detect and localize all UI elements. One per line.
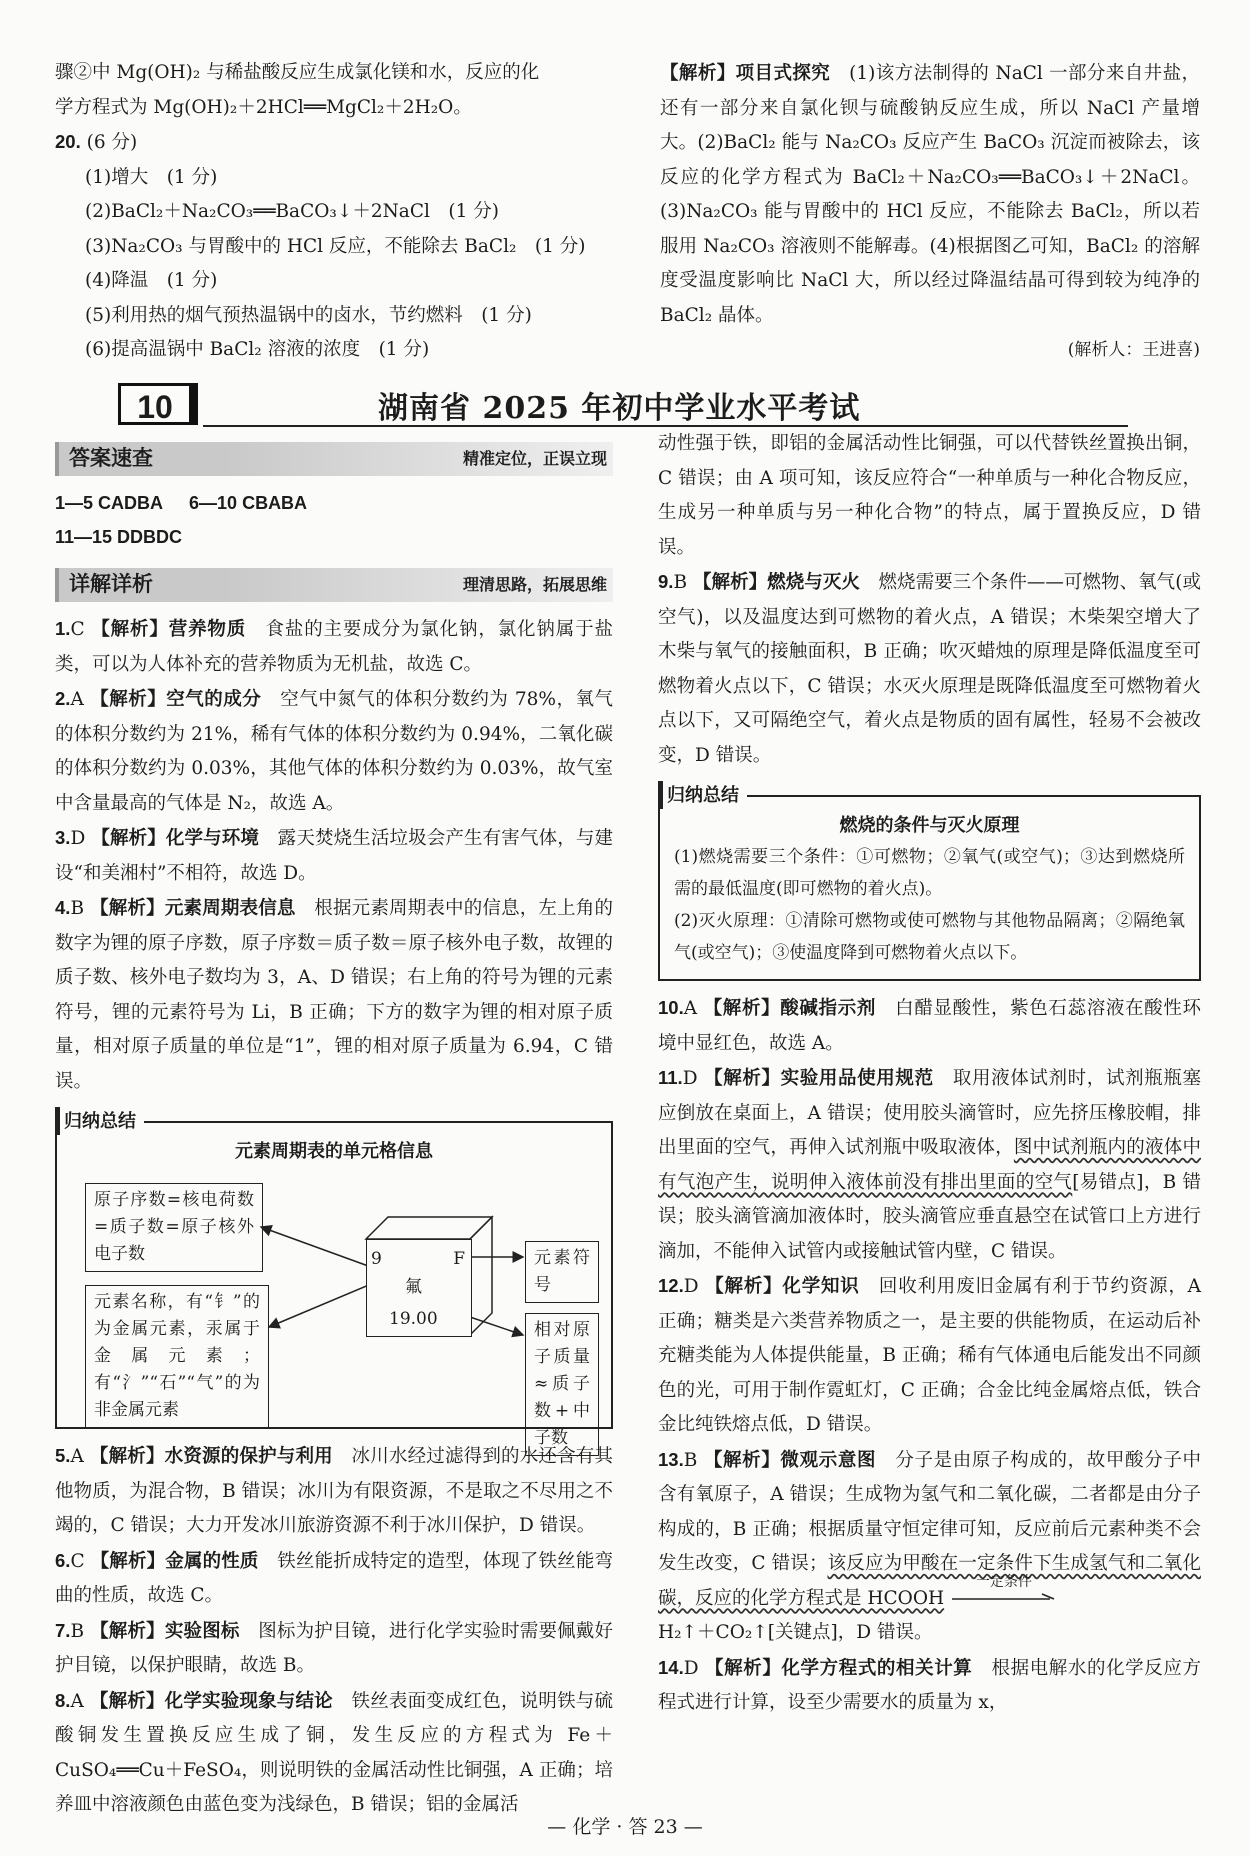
q10-tag: 【解析】酸碱指示剂 bbox=[703, 997, 877, 1018]
answers-11-15: 11—15 DDBDC bbox=[55, 527, 183, 547]
q10-number: 10. bbox=[658, 997, 684, 1018]
exam-title: 湖南省 2025 年初中学业水平考试 bbox=[378, 391, 861, 426]
answer-key bbox=[55, 486, 613, 554]
q2-answer: A bbox=[70, 689, 84, 710]
top-right-column bbox=[660, 56, 1200, 368]
q20-answer-2: (2)BaCl₂＋Na₂CO₃══BaCO₃↓＋2NaCl (1 分) bbox=[85, 201, 499, 222]
exam-number: 10 bbox=[118, 383, 198, 425]
page-footer: — 化学 · 答 23 — bbox=[547, 1816, 703, 1838]
q6-number: 6. bbox=[55, 1549, 71, 1571]
q11-answer: D bbox=[682, 1068, 698, 1089]
cell-symbol: F bbox=[453, 1249, 465, 1269]
q6-answer: C bbox=[70, 1550, 85, 1572]
q5-number: 5. bbox=[55, 1445, 71, 1466]
q3-explanation bbox=[55, 821, 613, 891]
reaction-arrow-icon bbox=[950, 1590, 1058, 1608]
q3-tag: 【解析】化学与环境 bbox=[91, 827, 260, 848]
q20-answer-4: (4)降温 (1 分) bbox=[85, 270, 218, 291]
answer-row-2 bbox=[55, 520, 613, 554]
q7-explanation bbox=[55, 1614, 613, 1684]
q14-text: 根据电解水的化学反应方程式进行计算，设至少需要水的质量为 x， bbox=[658, 1657, 1201, 1713]
element-cell bbox=[366, 1239, 472, 1337]
atomic-number-box: 原子序数=核电荷数=质子数=原子核外电子数 bbox=[85, 1183, 263, 1272]
q10-answer: A bbox=[683, 998, 698, 1019]
q6-explanation bbox=[55, 1544, 613, 1614]
left-column bbox=[55, 438, 613, 1823]
q12-tag: 【解析】化学知识 bbox=[705, 1275, 860, 1296]
q14-tag: 【解析】化学方程式的相关计算 bbox=[705, 1656, 973, 1678]
q9-answer: B bbox=[673, 572, 688, 593]
reaction-condition: 一定条件 bbox=[976, 1573, 1033, 1590]
q13-tag: 【解析】微观示意图 bbox=[703, 1448, 877, 1470]
q10-explanation bbox=[658, 991, 1201, 1061]
q8-tag: 【解析】化学实验现象与结论 bbox=[89, 1689, 333, 1711]
q2-text: 空气中氮气的体积分数约为 78%，氧气的体积分数约为 21%，稀有气体的体积分数约为 0.94%，二氧化碳的体积分数约为 0.03%，其他气体的体积分数约为 0.03%，故气室中含量最高的气体是 N₂，故选 A。 bbox=[55, 689, 613, 814]
q20-answer-5: (5)利用热的烟气预热温锅中的卤水，节约燃料 (1 分) bbox=[85, 304, 532, 326]
answers-1-5: 1—5 CADBA bbox=[55, 493, 164, 513]
cell-atomic-mass: 19.00 bbox=[389, 1309, 438, 1329]
q12-number: 12. bbox=[658, 1275, 684, 1296]
q2-number: 2. bbox=[55, 688, 71, 709]
q2-explanation bbox=[55, 682, 613, 821]
q20-answer-3: (3)Na₂CO₃ 与胃酸中的 HCl 反应，不能除去 BaCl₂ (1 分) bbox=[85, 235, 586, 257]
q8-continuation: 动性强于铁，即铝的金属活动性比铜强，可以代替铁丝置换出铜，C 错误；由 A 项可知，该反应符合“一种单质与一种化合物反应，生成另一种单质与另一种化合物”的特点，属于置换反应，D 错误。 bbox=[658, 433, 1201, 558]
q1-explanation bbox=[55, 612, 613, 682]
top-left-column bbox=[55, 56, 610, 368]
q8-number: 8. bbox=[55, 1689, 71, 1711]
q4-explanation bbox=[55, 891, 613, 1099]
q13-key-sentence: 该反应为甲酸在一定条件下生成氢气和二氧化碳，反应的化学方程式是 HCOOH bbox=[658, 1553, 1201, 1609]
q5-text: 冰川水经过滤得到的水还含有其他物质，为混合物，B 错误；冰川为有限资源，不是取之不尽用之不竭的，C 错误；大力开发冰川旅游资源不利于冰川保护，D 错误。 bbox=[55, 1446, 613, 1536]
element-name-box: 元素名称，有“钅”的为金属元素，汞属于金属元素；有“氵”“石”“气”的为非金属元素 bbox=[85, 1285, 269, 1428]
q14-explanation bbox=[658, 1651, 1201, 1721]
quick-answer-label: 答案速查 bbox=[69, 447, 153, 470]
q6-tag: 【解析】金属的性质 bbox=[90, 1549, 259, 1571]
q4-answer: B bbox=[70, 898, 85, 919]
cell-element-name: 氟 bbox=[405, 1277, 422, 1297]
q1-number: 1. bbox=[55, 618, 71, 639]
q11-text: 取用液体试剂时，试剂瓶瓶塞应倒放在桌面上，A 错误；使用胶头滴管时，应先挤压橡胶帽，排出里面的空气，再伸入试剂瓶中吸取液体， bbox=[658, 1068, 1201, 1158]
q20-number: 20. bbox=[55, 131, 81, 152]
q13-explanation bbox=[658, 1443, 1201, 1651]
q20-header bbox=[55, 125, 610, 161]
q20-score: (6 分) bbox=[86, 132, 138, 153]
q13-products: H₂↑＋CO₂↑ bbox=[658, 1622, 768, 1643]
reaction-condition-arrow bbox=[950, 1573, 1058, 1608]
q11-explanation bbox=[658, 1061, 1201, 1269]
q9-number: 9. bbox=[658, 571, 674, 592]
q1-text: 食盐的主要成分为氯化钠，氯化钠属于盐类，可以为人体补充的营养物质为无机盐，故选 C。 bbox=[55, 619, 613, 675]
q5-tag: 【解析】水资源的保护与利用 bbox=[89, 1445, 333, 1466]
right-column bbox=[658, 427, 1201, 1721]
q1-tag: 【解析】营养物质 bbox=[91, 618, 247, 639]
q11-text-tail: [易错点]，B 错误；胶头滴管滴加液体时，胶头滴管应垂直悬空在试管口上方进行滴加，不能伸入试管内或接触试管内壁，C 错误。 bbox=[658, 1171, 1201, 1262]
q20-answer-6: (6)提高温锅中 BaCl₂ 溶液的浓度 (1 分) bbox=[85, 339, 430, 360]
exam-banner bbox=[118, 383, 1128, 427]
q14-answer: D bbox=[683, 1657, 699, 1679]
q8-text: 铁丝表面变成红色，说明铁与硫酸铜发生置换反应生成了铜，发生反应的方程式为 Fe＋CuSO₄══Cu＋FeSO₄，则说明铁的金属活动性比铜强，A 正确；培养皿中溶液颜色由蓝色变为浅绿色，B 错误；铝的金属活 bbox=[55, 1690, 613, 1815]
q4-number: 4. bbox=[55, 897, 71, 918]
q2-tag: 【解析】空气的成分 bbox=[90, 688, 262, 709]
q12-answer: D bbox=[683, 1276, 699, 1297]
quick-answer-slogan: 精准定位，正误立现 bbox=[462, 449, 607, 468]
q19-tail-line2: 学方程式为 Mg(OH)₂＋2HCl══MgCl₂＋2H₂O。 bbox=[55, 96, 472, 118]
q4-tag: 【解析】元素周期表信息 bbox=[90, 897, 296, 918]
q9-tag: 【解析】燃烧与灭火 bbox=[692, 571, 860, 592]
q13-text-tail: [关键点]，D 错误。 bbox=[767, 1622, 933, 1643]
q20-analysis bbox=[660, 56, 1200, 333]
detail-header bbox=[55, 568, 613, 602]
q14-number: 14. bbox=[658, 1656, 684, 1678]
q7-number: 7. bbox=[55, 1619, 71, 1641]
quick-answer-header bbox=[55, 442, 613, 476]
analyst-credit: (解析人：王进喜) bbox=[1067, 340, 1200, 360]
q20-analysis-tag: 【解析】项目式探究 bbox=[660, 62, 831, 83]
q3-answer: D bbox=[70, 828, 86, 849]
q8-answer: A bbox=[70, 1690, 84, 1712]
summary-tag: 归纳总结 bbox=[55, 1107, 144, 1135]
summary2-line1: (1)燃烧需要三个条件：①可燃物；②氧气(或空气)；③达到燃烧所需的最低温度(即可燃物的着火点)。 bbox=[674, 847, 1185, 899]
detail-label: 详解详析 bbox=[69, 573, 153, 596]
q7-answer: B bbox=[70, 1620, 85, 1642]
q5-answer: A bbox=[70, 1446, 84, 1467]
summary2-tag: 归纳总结 bbox=[658, 781, 747, 809]
q7-tag: 【解析】实验图标 bbox=[90, 1619, 240, 1641]
q7-text: 图标为护目镜，进行化学实验时需要佩戴好护目镜，以保护眼睛，故选 B。 bbox=[55, 1620, 613, 1676]
q11-tag: 【解析】实验用品使用规范 bbox=[704, 1067, 934, 1088]
summary-box-periodic-table bbox=[55, 1111, 613, 1448]
q10-text: 白醋显酸性，紫色石蕊溶液在酸性环境中显红色，故选 A。 bbox=[658, 998, 1201, 1054]
q12-explanation bbox=[658, 1269, 1201, 1443]
cell-atomic-number: 9 bbox=[371, 1249, 382, 1269]
summary-box-combustion bbox=[658, 785, 1201, 981]
q13-text: 分子是由原子构成的，故甲酸分子中含有氧原子，A 错误；生成物为氢气和二氧化碳，二者都是由分子构成的，B 正确；根据质量守恒定律可知，反应前后元素种类不会发生改变，C 错误； bbox=[658, 1449, 1201, 1574]
q20-analysis-text: (1)该方法制得的 NaCl 一部分来自井盐，还有一部分来自氯化钡与硫酸钠反应生成，所以 NaCl 产量增大。(2)BaCl₂ 能与 Na₂CO₃ 反应产生 BaCO₃ 沉淀而被除去，该反应的化学方程式为 BaCl₂＋Na₂CO₃══BaCO₃↓＋2NaCl。(3)Na₂CO₃ 能与胃酸中的 HCl 反应，不能除去 BaCl₂，所以若服用 Na₂CO₃ 溶液则不能解毒。(4)根据图乙可知，BaCl₂ 的溶解度受温度影响比 NaCl 大，所以经过降温结晶可得到较为纯净的 BaCl₂ 晶体。 bbox=[660, 63, 1200, 326]
summary-title: 元素周期表的单元格信息 bbox=[235, 1141, 433, 1161]
element-cell-diagram bbox=[71, 1167, 601, 1448]
element-symbol-box: 元素符号 bbox=[525, 1241, 599, 1303]
q9-text: 燃烧需要三个条件——可燃物、氧气(或空气)，以及温度达到可燃物的着火点，A 错误；木柴架空增大了木柴与氧气的接触面积，B 正确；吹灭蜡烛的原理是降低温度至可燃物着火点以下，C 错误；水灭火原理是既降低温度至可燃物着火点以下，又可隔绝空气，着火点是物质的固有属性，轻易不会被改变，D 错误。 bbox=[658, 572, 1201, 766]
q11-number: 11. bbox=[658, 1067, 683, 1088]
summary2-title: 燃烧的条件与灭火原理 bbox=[839, 815, 1020, 835]
q6-text: 铁丝能折成特定的造型，体现了铁丝能弯曲的性质，故选 C。 bbox=[55, 1550, 613, 1606]
q3-number: 3. bbox=[55, 827, 71, 848]
q1-answer: C bbox=[70, 619, 85, 640]
q8-explanation bbox=[55, 1684, 613, 1823]
atomic-mass-box: 相对原子质量≈质子数+中子数 bbox=[525, 1313, 599, 1456]
q20-answer-1: (1)增大 (1 分) bbox=[85, 166, 218, 188]
q9-explanation bbox=[658, 565, 1201, 773]
answers-6-10: 6—10 CBABA bbox=[189, 493, 308, 513]
summary2-line2: (2)灭火原理：①清除可燃物或使可燃物与其他物品隔离；②隔绝氧气(或空气)；③使温度降到可燃物着火点以下。 bbox=[674, 911, 1185, 963]
q19-tail-line1: 骤②中 Mg(OH)₂ 与稀盐酸反应生成氯化镁和水，反应的化 bbox=[55, 62, 540, 83]
q13-answer: B bbox=[683, 1449, 698, 1471]
q11-key-sentence: 图中试剂瓶内的液体中有气泡产生，说明伸入液体前没有排出里面的空气 bbox=[658, 1137, 1201, 1193]
answer-row-1 bbox=[55, 486, 613, 520]
q13-number: 13. bbox=[658, 1448, 684, 1470]
q12-text: 回收利用废旧金属有利于节约资源，A 正确；糖类是六类营养物质之一，是主要的供能物质，在运动后补充糖类能为人体提供能量，B 正确；稀有气体通电后能发出不同颜色的光，可用于制作霓虹灯，C 正确；合金比纯金属熔点低，铁合金比纯铁熔点低，D 错误。 bbox=[658, 1276, 1201, 1435]
q4-text: 根据元素周期表中的信息，左上角的数字为锂的原子序数，原子序数＝质子数＝原子核外电子数，故锂的质子数、核外电子数均为 3，A、D 错误；右上角的符号为锂的元素符号，锂的元素符号为 Li，B 正确；下方的数字为锂的相对原子质量，相对原子质量的单位是“1”，锂的相对原子质量为 6.94，C 错误。 bbox=[55, 898, 613, 1092]
q3-text: 露天焚烧生活垃圾会产生有害气体，与建设“和美湘村”不相符，故选 D。 bbox=[55, 828, 613, 884]
detail-slogan: 理清思路，拓展思维 bbox=[462, 575, 607, 594]
